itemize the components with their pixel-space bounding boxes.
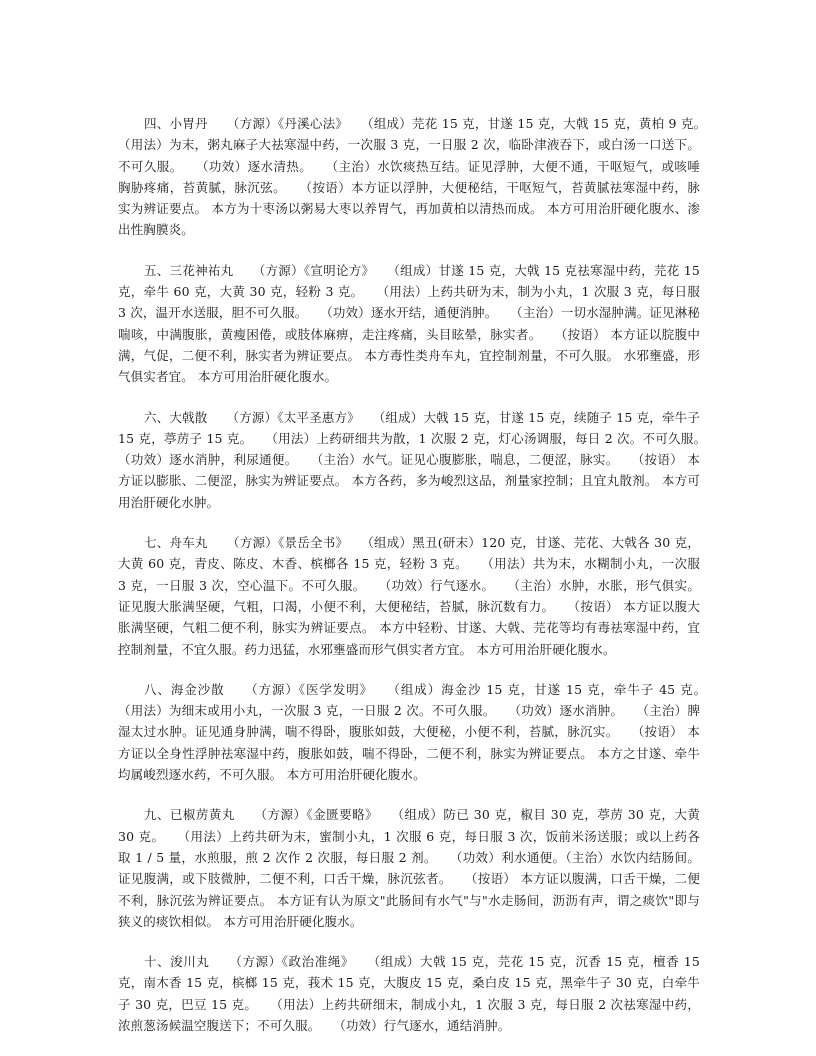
formula-entry-junchuan-wan: 十、浚川丸 （方源）《政治准绳》 （组成）大戟 15 克，芫花 15 克，沉香 15 克，檀香 15 克，南木香 15 克，槟榔 15 克，莪术 15 克，大腹皮 15 克，桑白皮 15 克，黑牵牛子 30 克，白牵牛子 30 克，巴豆 15 克。 （用法）上药共研细末，制成小丸，1 次服 3 克，每日服 2 次祛寒湿中药，浓煎葱汤候温空腹送下；不可久服。 （功效）行气逐水，通结消肿。 — [118, 954, 700, 1033]
formula-entry-jijiaolihuang-wan: 九、已椒苈黄丸 （方源）《金匮要略》 （组成）防已 30 克，椒目 30 克，葶苈 30 克，大黄 30 克。 （用法）上药共研为末，蜜制小丸，1 次服 6 克，每日服 3 次，饭前米汤送服；或以上药各取 1 / 5 量，水煎服，煎 2 次作 2 次服，每日服 2 剂。 （功效）利水通便。（主治）水饮内结肠间。证见腹满，或下肢微肿，二便不利，口舌干燥，脉沉弦者。 （按语） 本方证以腹满，口舌干燥，二便不利，脉沉弦为辨证要点。 本方证有认为原文"此肠间有水气"与"水走肠间，沥沥有声，谓之痰饮"即与狭义的痰饮相似。 本方可用治肝硬化腹水。 — [118, 807, 700, 929]
formula-entry-xiaowei-dan: 四、小胃丹 （方源）《丹溪心法》 （组成）芫花 15 克，甘遂 15 克，大戟 15 克，黄柏 9 克。 （用法）为末，粥丸麻子大祛寒湿中药，一次服 3 克，一日服 2 次，临卧津液吞下，或白汤一口送下。不可久服。 （功效）逐水清热。 （主治）水饮痰热互结。证见浮肿，大便不通，干呕短气，或咳唾胸胁疼痛，苔黄腻，脉沉弦。 （按语）本方证以浮肿，大便秘结，干呕短气，苔黄腻祛寒湿中药，脉实为辨证要点。 本方为十枣汤以粥易大枣以养胃气，再加黄柏以清热而成。 本方可用治肝硬化腹水、渗出性胸膜炎。 — [118, 116, 726, 238]
formula-entry-haijinsha-san: 八、海金沙散 （方源）《医学发明》 （组成）海金沙 15 克，甘遂 15 克，牵牛子 45 克。 （用法）为细末或用小丸，一次服 3 克，一日服 2 次。不可久服。 （功效）逐水消肿。 （主治）脾湿太过水肿。证见通身肿满，喘不得卧，腹胀如鼓，大便秘，小便不利，苔腻，脉沉实。 （按语） 本方证以全身性浮肿祛寒湿中药，腹胀如鼓，喘不得卧，二便不利，脉实为辨证要点。 本方之甘遂、牵牛均属峻烈逐水药，不可久服。 本方可用治肝硬化腹水。 — [118, 681, 726, 783]
formula-entry-daji-san: 六、大戟散 （方源）《太平圣惠方》 （组成）大戟 15 克，甘遂 15 克，续随子 15 克，牵牛子 15 克，葶苈子 15 克。 （用法）上药研细共为散，1 次服 2 克，灯心汤调服，每日 2 次。不可久服。 （功效）逐水消肿，利尿通便。 （主治）水气。证见心腹膨胀，喘息，二便涩，脉实。 （按语） 本方证以膨胀、二便涩，脉实为辨证要点。 本方各药，多为峻烈这品，剂量家控制；且宜丸散剂。 本方可用治肝硬化水肿。 — [118, 409, 726, 510]
formula-entry-zhouche-wan: 七、舟车丸 （方源）《景岳全书》 （组成）黑丑(研末）120 克，甘遂、芫花、大戟各 30 克，大黄 60 克，青皮、陈皮、木香、槟榔各 15 克，轻粉 3 克。 （用法）共为末，水糊制小丸，一次服 3 克，一日服 3 次，空心温下。不可久服。 （功效）行气逐水。 （主治）水肿，水胀，形气俱实。证见腹大胀满坚硬，气粗，口渴，小便不利，大便秘结，苔腻，脉沉数有力。 （按语） 本方证以腹大胀满坚硬，气粗二便不利，脉实为辨证要点。 本方中轻粉、甘遂、大戟、芫花等均有毒祛寒湿中药，宜控制剂量，不宜久服。药力迅猛，水邪壅盛而形气俱实者方宜。 本方可用治肝硬化腹水。 — [118, 535, 700, 657]
formula-entry-sanhua-shenyou-wan: 五、三花神祐丸 （方源）《宣明论方》 （组成）甘遂 15 克，大戟 15 克祛寒湿中药，芫花 15 克，牵牛 60 克，大黄 30 克，轻粉 3 克。 （用法）上药共研为末，制为小丸，1 次服 3 克，每日服 3 次，温开水送服，胆不可久服。 （功效）逐水开结，通便消肿。 （主治）一切水湿肿满。证见淋秘喘咳，中满腹胀，黄瘦困倦，或肢体麻痹，走注疼痛，头目眩晕，脉实者。 （按语） 本方证以脘腹中满，气促，二便不利，脉实者为辨证要点。 本方毒性类舟车丸，宜控制剂量，不可久服。 水邪壅盛，形气俱实者宜。 本方可用治肝硬化腹水。 — [118, 262, 700, 385]
document-body — [118, 113, 726, 1036]
